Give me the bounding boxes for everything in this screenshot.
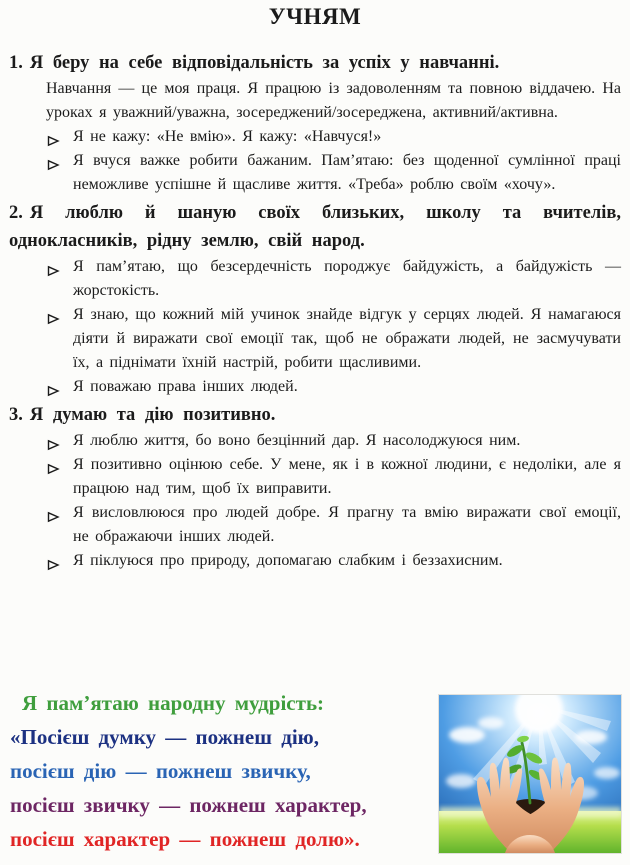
bullet-text: Я знаю, що кожний мій учинок знайде відгук у серцях людей. Я намагаюся діяти й виражати свої емоції так, щоб не ображати людей, не засмучувати їх, а піднімати їхній настрій, робити щасливими. <box>73 306 621 371</box>
wisdom-quote-line: посієш характер — пожнеш долю». <box>10 827 360 851</box>
bullet-text: Я позитивно оцінюю себе. У мене, як і в кожної людини, є недоліки, але я працюю над тим, щоб їх виправити. <box>73 456 621 497</box>
bullet-text: Я поважаю права інших людей. <box>73 378 298 395</box>
wisdom-quote-line: посієш дію — пожнеш звичку, <box>10 759 311 783</box>
arrow-bullet-icon <box>47 381 60 393</box>
section-3-bullets <box>47 429 621 573</box>
bullet-text: Я піклуюся про природу, допомагаю слабким і беззахисним. <box>73 552 503 569</box>
hands-holding-seedling-illustration <box>438 694 620 852</box>
folk-wisdom-block <box>10 686 620 856</box>
arrow-bullet-icon <box>47 309 60 321</box>
document-body <box>0 49 630 573</box>
bullet-text: Я висловлююся про людей добре. Я прагну та вмію виражати свої емоції, не ображаючи інших людей. <box>73 504 621 545</box>
section-1-number: 1. <box>9 53 23 73</box>
section-2 <box>9 199 621 399</box>
section-2-heading <box>9 199 621 255</box>
section-2-heading-text: Я люблю й шаную своїх близьких, школу та вчителів, однокласників, рідну землю, свій народ. <box>9 203 621 251</box>
arrow-bullet-icon <box>47 261 60 273</box>
arrow-bullet-icon <box>47 131 60 143</box>
bullet-item <box>47 303 621 375</box>
bullet-item <box>47 501 621 549</box>
section-2-number: 2. <box>9 203 23 223</box>
bullet-item <box>47 429 621 453</box>
folk-wisdom-text <box>10 686 438 856</box>
arrow-bullet-icon <box>47 435 60 447</box>
arrow-bullet-icon <box>47 459 60 471</box>
wisdom-intro-line: Я пам’ятаю народну мудрість: <box>22 691 325 715</box>
bullet-item <box>47 453 621 501</box>
bullet-item <box>47 255 621 303</box>
arrow-bullet-icon <box>47 507 60 519</box>
bullet-text: Я не кажу: «Не вмію». Я кажу: «Навчуся!» <box>73 128 382 145</box>
section-1-heading <box>9 49 621 77</box>
bullet-item <box>47 549 621 573</box>
wisdom-quote-line: посієш звичку — пожнеш характер, <box>10 793 367 817</box>
section-3-number: 3. <box>9 405 23 425</box>
bullet-text: Я пам’ятаю, що безсердечність породжує байдужість, а байдужість — жорстокість. <box>73 258 621 299</box>
arrow-bullet-icon <box>47 555 60 567</box>
bullet-item <box>47 149 621 197</box>
section-2-bullets <box>47 255 621 399</box>
section-3-heading <box>9 401 621 429</box>
section-1 <box>9 49 621 197</box>
section-3 <box>9 401 621 573</box>
section-1-bullets <box>47 125 621 197</box>
bullet-item <box>47 125 621 149</box>
bullet-text: Я вчуся важке робити бажаним. Пам’ятаю: без щоденної сумлінної праці неможливе успішне й щасливе життя. «Треба» роблю своїм «хочу». <box>73 152 621 193</box>
page-title: УЧНЯМ <box>268 4 362 29</box>
wisdom-quote-line: «Посієш думку — пожнеш дію, <box>10 725 319 749</box>
section-1-intro: Навчання — це моя праця. Я працюю із задоволенням та повною віддачею. На уроках я уважний/уважна, зосереджений/зосереджена, активний/активна. <box>46 80 621 121</box>
bullet-item <box>47 375 621 399</box>
section-3-heading-text: Я думаю та дію позитивно. <box>29 405 276 425</box>
bullet-text: Я люблю життя, бо воно безцінний дар. Я насолоджуюся ним. <box>73 432 521 449</box>
arrow-bullet-icon <box>47 155 60 167</box>
section-1-heading-text: Я беру на себе відповідальність за успіх у навчанні. <box>29 53 500 73</box>
